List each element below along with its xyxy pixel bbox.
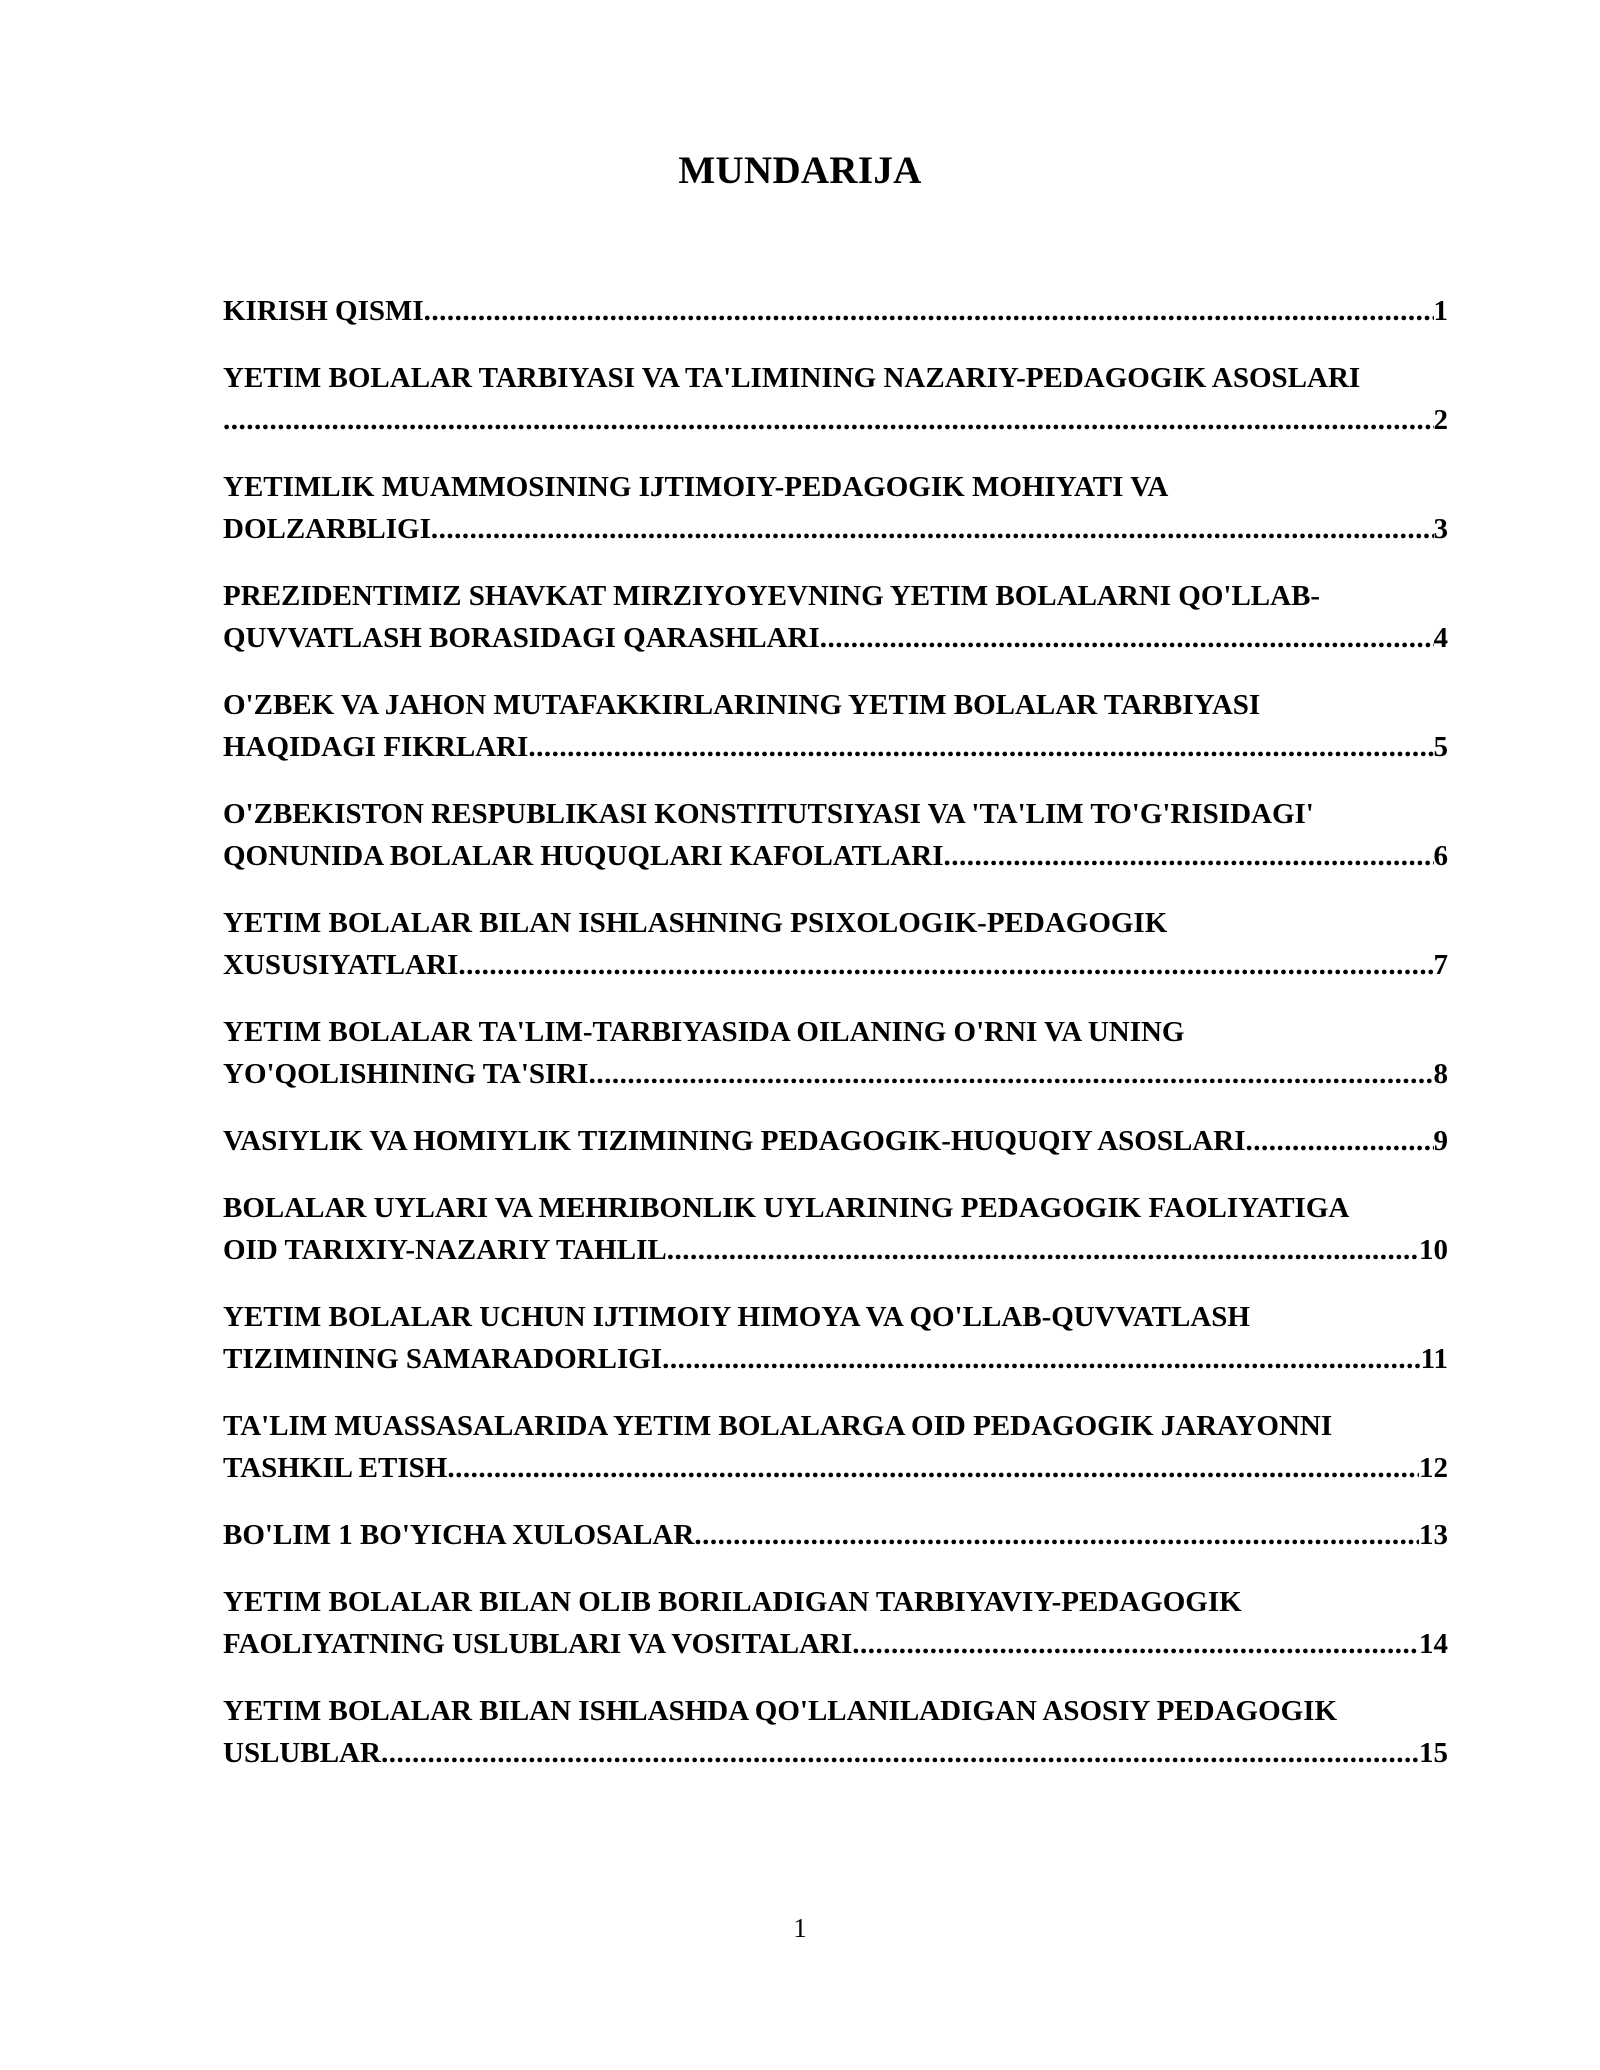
toc-entry-leader-row xyxy=(223,1338,1448,1380)
toc-entry-page-number: 13 xyxy=(1419,1519,1448,1551)
toc-entry-leader-row xyxy=(223,835,1448,877)
toc-entry-title-line: VASIYLIK VA HOMIYLIK TIZIMINING PEDAGOGIK-HUQUQIY ASOSLARI xyxy=(223,1125,1246,1157)
toc-entry-page-number: 2 xyxy=(1433,404,1448,436)
dot-leader xyxy=(223,399,1434,441)
toc-entry-page-number: 3 xyxy=(1433,513,1448,545)
toc-entry[interactable] xyxy=(223,1405,1448,1489)
toc-entry[interactable] xyxy=(223,575,1448,659)
toc-entry[interactable] xyxy=(223,1690,1448,1774)
toc-entry[interactable] xyxy=(223,466,1448,550)
toc-entry-title-line: KIRISH QISMI xyxy=(223,295,424,327)
toc-entry-title-line: YETIM BOLALAR UCHUN IJTIMOIY HIMOYA VA QO'LLAB-QUVVATLASH xyxy=(223,1301,1250,1333)
dot-leader xyxy=(667,1229,1419,1271)
toc-entry-title-line: YETIM BOLALAR BILAN ISHLASHDA QO'LLANILADIGAN ASOSIY PEDAGOGIK xyxy=(223,1695,1338,1727)
toc-entry[interactable] xyxy=(223,1187,1448,1271)
toc-entry-page-number: 14 xyxy=(1419,1628,1448,1660)
toc-entry-page-number: 5 xyxy=(1433,731,1448,763)
toc-entry[interactable] xyxy=(223,1011,1448,1095)
toc-entry-leader-row xyxy=(223,1053,1448,1095)
toc-entry-title-line: YETIM BOLALAR TA'LIM-TARBIYASIDA OILANING O'RNI VA UNING xyxy=(223,1016,1185,1048)
toc-entry-title-line: BOLALAR UYLARI VA MEHRIBONLIK UYLARINING PEDAGOGIK FAOLIYATIGA xyxy=(223,1192,1350,1224)
toc-entry-title-line: YETIMLIK MUAMMOSINING IJTIMOIY-PEDAGOGIK MOHIYATI VA xyxy=(223,471,1169,503)
toc-entry-page-number: 8 xyxy=(1433,1058,1448,1090)
dot-leader xyxy=(458,944,1433,986)
toc-entry-leader-row xyxy=(223,944,1448,986)
toc-entry-page-number: 4 xyxy=(1433,622,1448,654)
toc-entry-title-line: YO'QOLISHINING TA'SIRI xyxy=(223,1058,589,1090)
dot-leader xyxy=(852,1623,1419,1665)
toc-entry-title-line: YETIM BOLALAR BILAN ISHLASHNING PSIXOLOGIK-PEDAGOGIK xyxy=(223,907,1168,939)
toc-entry[interactable] xyxy=(223,684,1448,768)
dot-leader xyxy=(381,1732,1419,1774)
dot-leader xyxy=(820,617,1434,659)
toc-entry-title-line: XUSUSIYATLARI xyxy=(223,949,459,981)
toc-entry-title-line: TASHKIL ETISH xyxy=(223,1452,448,1484)
toc-entry[interactable] xyxy=(223,902,1448,986)
toc-entry-title-line: TA'LIM MUASSASALARIDA YETIM BOLALARGA OID PEDAGOGIK JARAYONNI xyxy=(223,1410,1333,1442)
toc-entry[interactable] xyxy=(223,1296,1448,1380)
toc-entry[interactable] xyxy=(223,1120,1448,1162)
table-of-contents xyxy=(223,290,1448,1799)
toc-entry-title-line: DOLZARBLIGI xyxy=(223,513,431,545)
toc-entry-title-line: QUVVATLASH BORASIDAGI QARASHLARI xyxy=(223,622,820,654)
toc-entry-page-number: 7 xyxy=(1433,949,1448,981)
toc-entry-title-line: QONUNIDA BOLALAR HUQUQLARI KAFOLATLARI xyxy=(223,840,944,872)
toc-entry-leader-row xyxy=(223,1623,1448,1665)
dot-leader xyxy=(431,508,1434,550)
toc-entry-page-number: 1 xyxy=(1433,295,1448,327)
toc-entry-title-line: YETIM BOLALAR TARBIYASI VA TA'LIMINING NAZARIY-PEDAGOGIK ASOSLARI xyxy=(223,362,1361,394)
toc-entry-leader-row xyxy=(223,399,1448,441)
toc-entry-leader-row xyxy=(223,1229,1448,1271)
dot-leader xyxy=(662,1338,1421,1380)
toc-entry-title-line: YETIM BOLALAR BILAN OLIB BORILADIGAN TARBIYAVIY-PEDAGOGIK xyxy=(223,1586,1242,1618)
toc-entry[interactable] xyxy=(223,290,1448,332)
toc-entry-leader-row xyxy=(223,1447,1448,1489)
toc-entry-page-number: 9 xyxy=(1433,1125,1448,1157)
toc-entry-page-number: 10 xyxy=(1419,1234,1448,1266)
page-title: MUNDARIJA xyxy=(678,149,922,192)
toc-entry[interactable] xyxy=(223,1581,1448,1665)
toc-entry-leader-row xyxy=(223,1120,1448,1162)
toc-entry-title-line: PREZIDENTIMIZ SHAVKAT MIRZIYOYEVNING YETIM BOLALARNI QO'LLAB- xyxy=(223,580,1321,612)
dot-leader xyxy=(694,1514,1419,1556)
dot-leader xyxy=(424,290,1434,332)
toc-entry-title-line: USLUBLAR xyxy=(223,1737,381,1769)
dot-leader xyxy=(589,1053,1434,1095)
toc-entry-leader-row xyxy=(223,1732,1448,1774)
toc-entry-page-number: 15 xyxy=(1419,1737,1448,1769)
toc-entry-page-number: 12 xyxy=(1419,1452,1448,1484)
toc-entry-title-line: OID TARIXIY-NAZARIY TAHLIL xyxy=(223,1234,667,1266)
toc-entry[interactable] xyxy=(223,357,1448,441)
dot-leader xyxy=(528,726,1433,768)
dot-leader xyxy=(944,835,1434,877)
toc-entry-title-line: FAOLIYATNING USLUBLARI VA VOSITALARI xyxy=(223,1628,853,1660)
toc-entry-title-line: TIZIMINING SAMARADORLIGI xyxy=(223,1343,663,1375)
toc-entry-leader-row xyxy=(223,726,1448,768)
toc-entry-leader-row xyxy=(223,1514,1448,1556)
toc-entry-leader-row xyxy=(223,290,1448,332)
toc-entry-leader-row xyxy=(223,617,1448,659)
toc-entry-title-line: BO'LIM 1 BO'YICHA XULOSALAR xyxy=(223,1519,695,1551)
page-number: 1 xyxy=(793,1913,807,1943)
toc-entry-leader-row xyxy=(223,508,1448,550)
toc-entry[interactable] xyxy=(223,793,1448,877)
dot-leader xyxy=(1245,1120,1433,1162)
toc-entry-title-line: O'ZBEKISTON RESPUBLIKASI KONSTITUTSIYASI VA 'TA'LIM TO'G'RISIDAGI' xyxy=(223,798,1314,830)
toc-entry-title-line: HAQIDAGI FIKRLARI xyxy=(223,731,529,763)
toc-entry[interactable] xyxy=(223,1514,1448,1556)
toc-entry-title-line: O'ZBEK VA JAHON MUTAFAKKIRLARINING YETIM BOLALAR TARBIYASI xyxy=(223,689,1261,721)
toc-entry-page-number: 6 xyxy=(1433,840,1448,872)
dot-leader xyxy=(447,1447,1419,1489)
toc-entry-page-number: 11 xyxy=(1420,1343,1448,1375)
